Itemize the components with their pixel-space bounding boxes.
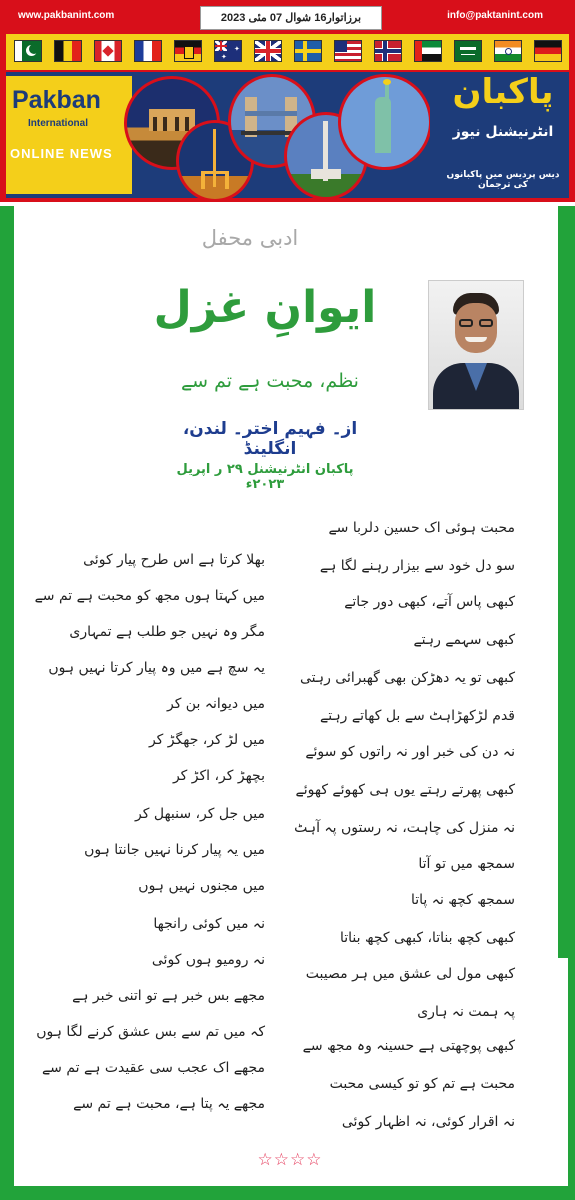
poem-line: سمجھ میں تو آتا: [418, 856, 515, 872]
brand-subtitle-urdu: انٹرنیشنل نیوز: [452, 124, 554, 140]
email-link[interactable]: info@paktanint.com: [447, 10, 543, 21]
poem-line: کبھی کچھ بناتا، کبھی کچھ بناتا: [340, 930, 515, 946]
frame-border-right-lower: [568, 958, 575, 1200]
poem-line: بھلا کرتا ہے اس طرح پیار کوئی: [83, 552, 265, 568]
poem-line: کبھی تو یہ دھڑکن بھی گھبرائی رہتی: [299, 670, 515, 686]
poem-line: کبھی پوچھتی ہے حسینہ وہ مجھ سے: [302, 1038, 515, 1054]
pakistan-flag: [14, 40, 42, 62]
publication-dateline: پاکبان انٹرنیشنل ۲۹ ر اپریل ۲۰۲۳ء: [176, 462, 354, 492]
poem-column-right: [294, 520, 515, 1140]
poem-line: نہ میں کوئی رانجھا: [153, 916, 265, 932]
poem-line: مجھے اک عجب سی عقیدت ہے تم سے: [41, 1060, 265, 1076]
poem-line: میں دیوانہ بن کر: [166, 696, 265, 712]
poem-line: میں جل کر، سنبھل کر: [135, 806, 265, 822]
header-date: برزاتوار16 شوال 07 مئی 2023: [200, 6, 382, 30]
sweden-flag: [294, 40, 322, 62]
poem-line: کبھی سہمے رہتے: [413, 632, 515, 648]
poem-line: کبھی پھرتے رہتے یوں ہی کھوئے کھوئے: [295, 782, 515, 798]
poem-line: سو دل خود سے بیزار رہنے لگا ہے: [319, 558, 515, 574]
author-photo: [428, 280, 524, 410]
poem-line: مجھے یہ پتا ہے، محبت ہے تم سے: [73, 1096, 265, 1112]
poem-line: کبھی پاس آتے، کبھی دور جاتے: [344, 594, 515, 610]
saudi-flag: [454, 40, 482, 62]
poem-line: میں لڑ کر، جھگڑ کر: [148, 732, 265, 748]
section-label: ادبی محفل: [201, 226, 299, 250]
norway-flag: [374, 40, 402, 62]
poem-line: نہ منزل کی چاہت، نہ رستوں پہ آہٹ: [294, 820, 515, 836]
uk-flag: [254, 40, 282, 62]
brand-name: Pakban: [12, 86, 101, 114]
france-flag: [134, 40, 162, 62]
belgium-flag: [54, 40, 82, 62]
page-title: ایوانِ غزل: [153, 282, 377, 333]
poem-line: محبت ہوئی اک حسین دلربا سے: [328, 520, 515, 536]
poem-line: بچھڑ کر، اکڑ کر: [172, 768, 265, 784]
site-url-link[interactable]: www.pakbanint.com: [18, 10, 115, 21]
brand-name-urdu: پاکبان: [452, 72, 554, 112]
poem-line: کہ میں تم سے بس عشق کرنے لگا ہوں: [36, 1024, 265, 1040]
poem-title: نظم، محبت ہے تم سے: [181, 370, 359, 392]
poem-line: نہ اقرار کوئی، نہ اظہار کوئی: [341, 1114, 515, 1130]
poem-line: میں یہ پیار کرنا نہیں جانتا ہوں: [84, 842, 265, 858]
frame-border-right: [558, 206, 575, 958]
uae-flag: [414, 40, 442, 62]
brand-tagline-urdu: دیس پردیس میں پاکبانوں کی ترجمان: [446, 170, 560, 190]
flag-bar: [6, 34, 569, 70]
author-byline: از۔ فہیم اختر۔ لندن، انگلینڈ: [182, 419, 358, 459]
germany-flag: [534, 40, 562, 62]
poem-line: پہ ہمت نہ ہاری: [417, 1004, 515, 1020]
frame-border-left: [0, 206, 14, 1200]
poem-column-left: [34, 552, 265, 1122]
poem-line: میں کہتا ہوں مجھ کو محبت ہے تم سے: [34, 588, 265, 604]
usa-flag: [334, 40, 362, 62]
rating-stars: ☆☆☆☆: [257, 1150, 323, 1170]
frame-border-bottom: [14, 1186, 575, 1200]
australia-flag: ✦ ✦: [214, 40, 242, 62]
poem-line: محبت ہے تم کو تو کیسی محبت: [329, 1076, 515, 1092]
brand-tagline: ONLINE NEWS: [10, 146, 113, 161]
canada-flag: [94, 40, 122, 62]
poem-line: مگر وہ نہیں جو طلب ہے تمہاری: [69, 624, 265, 640]
poem-line: مجھے بس خبر ہے تو اتنی خبر ہے: [72, 988, 265, 1004]
poem-line: میں مجنوں نہیں ہوں: [138, 878, 265, 894]
statue-of-liberty-photo: [338, 74, 432, 170]
brand-subtitle: International: [28, 118, 89, 129]
india-flag: [494, 40, 522, 62]
poem-line: سمجھ کچھ نہ پاتا: [410, 892, 515, 908]
poem-line: نہ دن کی خبر اور نہ راتوں کو سوئے: [305, 744, 515, 760]
poem-line: یہ سچ ہے میں وہ پیار کرتا نہیں ہوں: [48, 660, 265, 676]
poem-line: کبھی مول لی عشق میں ہر مصیبت: [305, 966, 515, 982]
poem-line: قدم لڑکھڑاہٹ سے بل کھاتے رہتے: [320, 708, 515, 724]
poem-line: نہ رومیو ہوں کوئی: [151, 952, 265, 968]
germany-eagle-flag: [174, 40, 202, 62]
